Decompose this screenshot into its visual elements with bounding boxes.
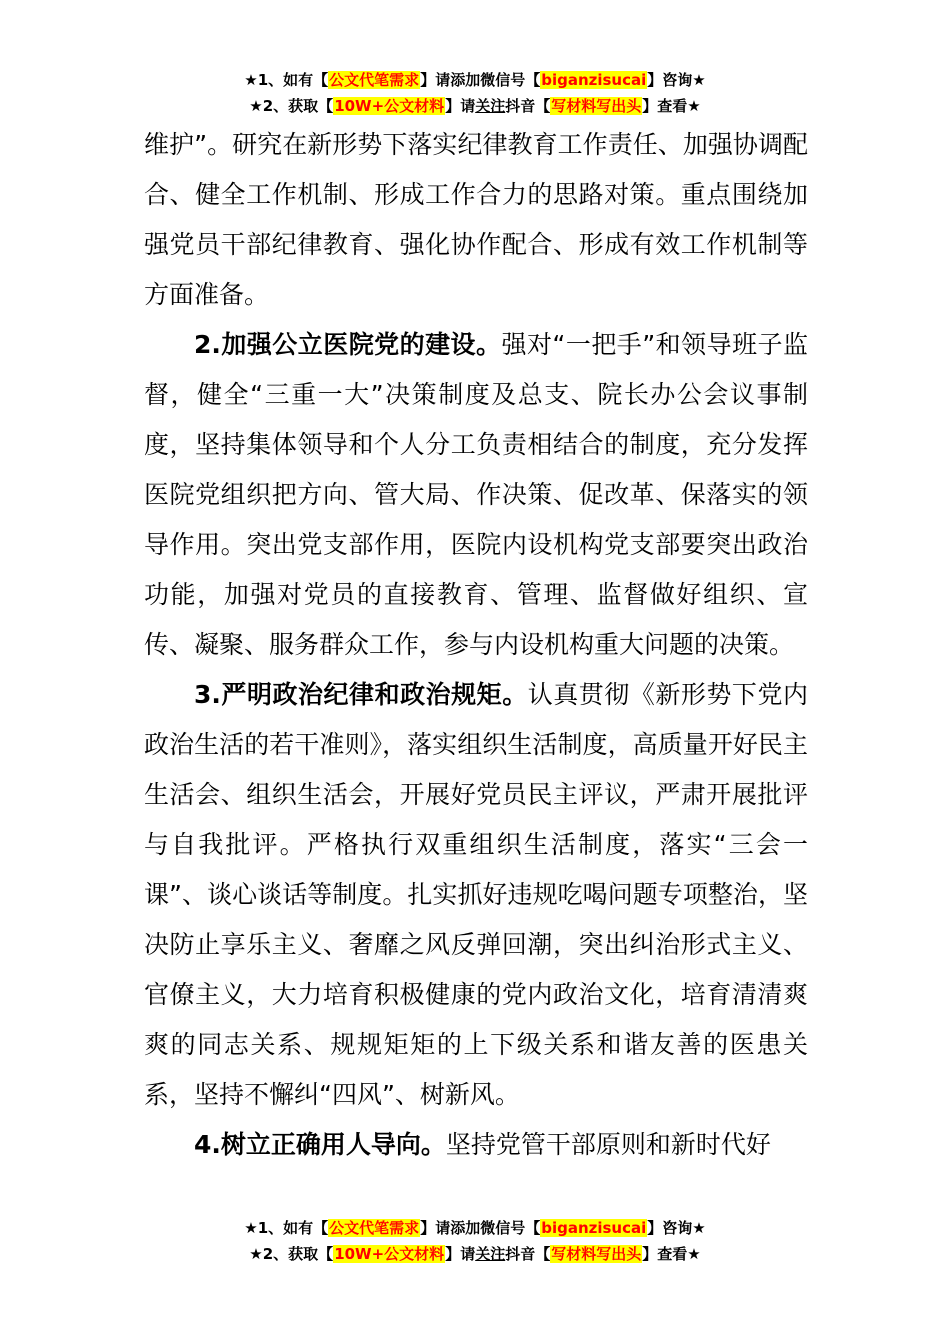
banner-1-prefix: ★1、如有【 — [244, 71, 329, 89]
paragraph-2-heading: 2.加强公立医院党的建设。 — [194, 330, 502, 359]
banner-line-1 — [0, 68, 950, 94]
footer-1-middle: 】请添加微信号【 — [420, 1219, 541, 1237]
paragraph-2 — [144, 320, 808, 670]
banner-1-highlight-service: 公文代笔需求 — [329, 71, 420, 89]
banner-2-suffix: 】查看★ — [642, 97, 701, 115]
paragraph-3-text: 认真贯彻《新形势下党内政治生活的若干准则》，落实组织生活制度，高质量开好民主生活会、组织生活会，开展好党员民主评议，严肃开展批评与自我批评。严格执行双重组织生活制度，落实“三会一课”、谈心谈话等制度。扎实抓好违规吃喝问题专项整治，坚决防止享乐主义、奢靡之风反弹回潮，突出纠治形式主义、官僚主义，大力培育积极健康的党内政治文化，培育清清爽爽的同志关系、规规矩矩的上下级关系和谐友善的医患关系，坚持不懈纠“四风”、树新风。 — [144, 680, 808, 1109]
banner-2-highlight-materials: 10W+公文材料 — [334, 97, 445, 115]
header-banner — [0, 68, 950, 120]
banner-2-underlined: 关注 — [475, 97, 506, 115]
banner-2-middle-b: 抖音【 — [505, 97, 551, 115]
footer-2-underlined: 关注 — [475, 1245, 506, 1263]
paragraph-4-text: 坚持党管干部原则和新时代好 — [445, 1130, 771, 1159]
footer-banner-line-2 — [0, 1242, 950, 1268]
banner-2-middle-a: 】请 — [445, 97, 476, 115]
banner-1-highlight-wechat: biganzisucai — [541, 71, 647, 89]
banner-1-middle: 】请添加微信号【 — [420, 71, 541, 89]
footer-1-highlight-service: 公文代笔需求 — [329, 1219, 420, 1237]
footer-banner-line-1 — [0, 1216, 950, 1242]
footer-2-middle-a: 】请 — [445, 1245, 476, 1263]
paragraph-2-text: 强对“一把手”和领导班子监督，健全“三重一大”决策制度及总支、院长办公会议事制度，坚持集体领导和个人分工负责相结合的制度，充分发挥医院党组织把方向、管大局、作决策、促改革、保落实的领导作用。突出党支部作用，医院内设机构党支部要突出政治功能，加强对党员的直接教育、管理、监督做好组织、宣传、凝聚、服务群众工作，参与内设机构重大问题的决策。 — [144, 330, 808, 659]
document-body — [144, 120, 808, 1170]
paragraph-4 — [144, 1120, 808, 1170]
paragraph-3-heading: 3.严明政治纪律和政治规矩。 — [194, 680, 528, 709]
footer-banner — [0, 1216, 950, 1268]
footer-2-highlight-douyin: 写材料写出头 — [551, 1245, 642, 1263]
footer-1-highlight-wechat: biganzisucai — [541, 1219, 647, 1237]
paragraph-4-heading: 4.树立正确用人导向。 — [194, 1130, 446, 1159]
paragraph-3 — [144, 670, 808, 1120]
banner-1-suffix: 】咨询★ — [647, 71, 706, 89]
footer-2-suffix: 】查看★ — [642, 1245, 701, 1263]
footer-2-middle-b: 抖音【 — [505, 1245, 551, 1263]
banner-2-highlight-douyin: 写材料写出头 — [551, 97, 642, 115]
footer-2-highlight-materials: 10W+公文材料 — [334, 1245, 445, 1263]
banner-2-prefix: ★2、获取【 — [249, 97, 334, 115]
banner-line-2 — [0, 94, 950, 120]
paragraph-continued: 维护”。研究在新形势下落实纪律教育工作责任、加强协调配合、健全工作机制、形成工作合力的思路对策。重点围绕加强党员干部纪律教育、强化协作配合、形成有效工作机制等方面准备。 — [144, 130, 808, 309]
footer-1-suffix: 】咨询★ — [647, 1219, 706, 1237]
footer-1-prefix: ★1、如有【 — [244, 1219, 329, 1237]
footer-2-prefix: ★2、获取【 — [249, 1245, 334, 1263]
